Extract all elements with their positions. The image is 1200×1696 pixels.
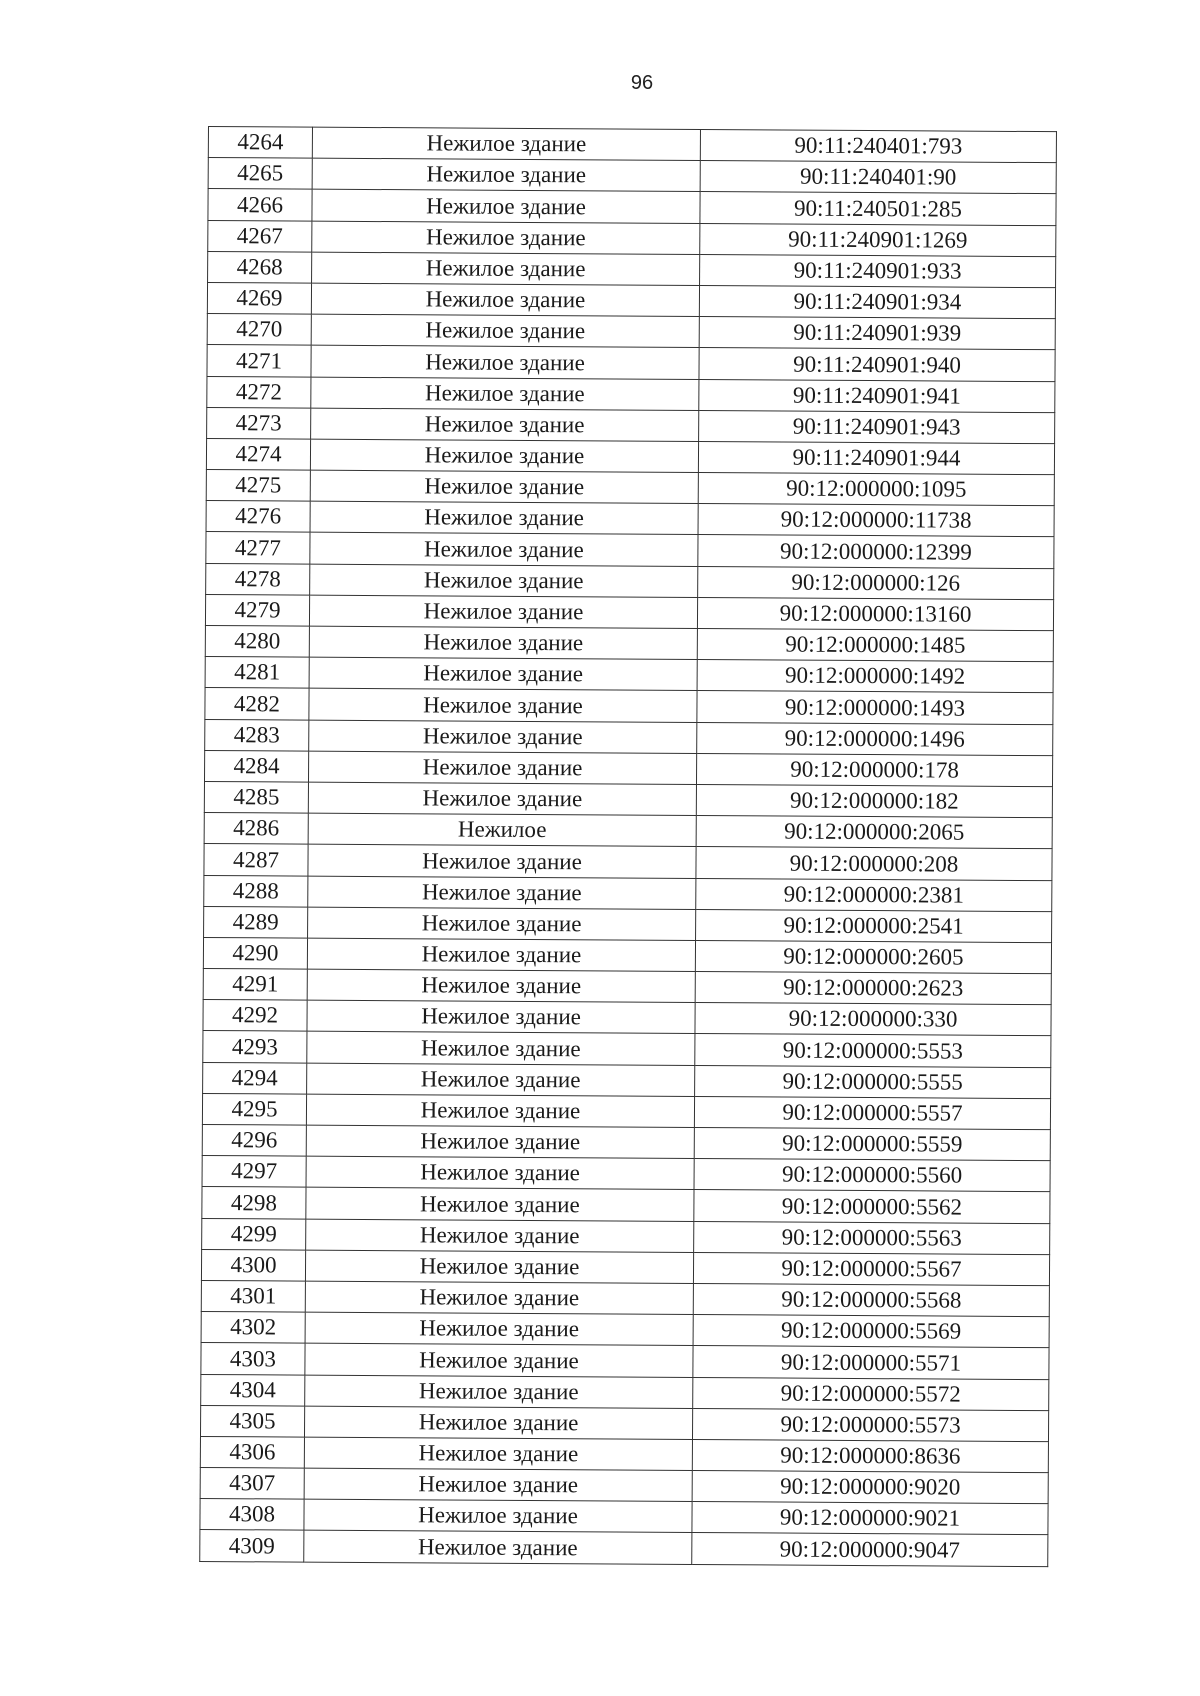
table-row [203, 969, 1051, 1005]
cadastral-number-cell: 90:11:240901:940 [699, 348, 1055, 381]
row-number-cell: 4300 [201, 1249, 305, 1281]
table-row [204, 750, 1052, 786]
table-row [200, 1499, 1048, 1535]
table-row [205, 719, 1053, 755]
table-row [206, 563, 1054, 599]
cadastral-number-cell: 90:12:000000:9020 [692, 1471, 1048, 1504]
row-number-cell: 4290 [203, 937, 307, 969]
row-number-cell: 4270 [207, 314, 311, 346]
table-row [201, 1343, 1049, 1379]
table-row [203, 937, 1051, 973]
cadastral-number-cell: 90:12:000000:9021 [692, 1502, 1048, 1535]
object-type-cell: Нежилое здание [305, 1375, 693, 1409]
object-type-cell: Нежилое здание [312, 221, 700, 255]
object-type-cell: Нежилое здание [305, 1312, 693, 1346]
object-type-cell: Нежилое здание [311, 345, 699, 379]
table-row [200, 1436, 1048, 1472]
object-type-cell: Нежилое здание [311, 314, 699, 348]
cadastral-number-cell: 90:12:000000:2381 [696, 878, 1052, 911]
table-row [208, 158, 1056, 194]
table-row [207, 376, 1055, 412]
table-row [203, 1031, 1051, 1067]
table-row [201, 1312, 1049, 1348]
object-type-cell: Нежилое здание [310, 470, 698, 504]
row-number-cell: 4283 [205, 719, 309, 751]
cadastral-number-cell: 90:11:240501:285 [700, 192, 1056, 225]
object-type-cell: Нежилое [308, 813, 696, 847]
object-type-cell: Нежилое здание [309, 595, 697, 629]
row-number-cell: 4305 [200, 1405, 304, 1437]
table-row [205, 594, 1053, 630]
table-row [207, 407, 1055, 443]
table-row [200, 1405, 1048, 1441]
object-type-cell: Нежилое здание [306, 1125, 694, 1159]
table-row [206, 438, 1054, 474]
object-type-cell: Нежилое здание [305, 1250, 693, 1284]
cadastral-number-cell: 90:12:000000:2605 [695, 940, 1051, 973]
cadastral-number-cell: 90:12:000000:208 [696, 847, 1052, 880]
row-number-cell: 4285 [204, 781, 308, 813]
row-number-cell: 4265 [208, 158, 312, 190]
object-type-cell: Нежилое здание [308, 876, 696, 910]
row-number-cell: 4268 [208, 251, 312, 283]
table-row [202, 1187, 1050, 1223]
row-number-cell: 4276 [206, 501, 310, 533]
table-row [204, 844, 1052, 880]
cadastral-number-cell: 90:12:000000:1496 [697, 722, 1053, 755]
table-row [202, 1124, 1050, 1160]
cadastral-number-cell: 90:12:000000:178 [696, 753, 1052, 786]
cadastral-number-cell: 90:11:240901:1269 [700, 223, 1056, 256]
object-type-cell: Нежилое здание [311, 283, 699, 317]
row-number-cell: 4267 [208, 220, 312, 252]
object-type-cell: Нежилое здание [306, 1156, 694, 1190]
cadastral-number-cell: 90:12:000000:5553 [695, 1034, 1051, 1067]
object-type-cell: Нежилое здание [310, 533, 698, 567]
object-type-cell: Нежилое здание [309, 626, 697, 660]
table-row [204, 781, 1052, 817]
cadastral-number-cell: 90:12:000000:5571 [693, 1346, 1049, 1379]
table-row [203, 1062, 1051, 1098]
row-number-cell: 4294 [203, 1062, 307, 1094]
object-type-cell: Нежилое здание [307, 1032, 695, 1066]
table-row [207, 314, 1055, 350]
object-type-cell: Нежилое здание [307, 938, 695, 972]
cadastral-number-cell: 90:12:000000:12399 [698, 535, 1054, 568]
row-number-cell: 4309 [200, 1530, 304, 1562]
cadastral-number-cell: 90:12:000000:11738 [698, 504, 1054, 537]
object-type-cell: Нежилое здание [311, 377, 699, 411]
cadastral-number-cell: 90:12:000000:2541 [696, 909, 1052, 942]
row-number-cell: 4272 [207, 376, 311, 408]
object-type-cell: Нежилое здание [304, 1437, 692, 1471]
cadastral-number-cell: 90:12:000000:1492 [697, 660, 1053, 693]
cadastral-number-cell: 90:12:000000:5567 [693, 1252, 1049, 1285]
registry-table-body [200, 127, 1057, 1567]
row-number-cell: 4281 [205, 657, 309, 689]
row-number-cell: 4264 [208, 127, 312, 159]
cadastral-number-cell: 90:11:240901:933 [700, 254, 1056, 287]
registry-table [199, 126, 1057, 1567]
table-row [204, 813, 1052, 849]
cadastral-number-cell: 90:12:000000:5562 [694, 1190, 1050, 1223]
row-number-cell: 4292 [203, 1000, 307, 1032]
table-row [204, 906, 1052, 942]
table-row [202, 1093, 1050, 1129]
table-row [205, 688, 1053, 724]
object-type-cell: Нежилое здание [309, 689, 697, 723]
cadastral-number-cell: 90:12:000000:126 [698, 566, 1054, 599]
cadastral-number-cell: 90:11:240401:90 [700, 161, 1056, 194]
object-type-cell: Нежилое здание [310, 439, 698, 473]
row-number-cell: 4286 [204, 813, 308, 845]
table-row [201, 1374, 1049, 1410]
row-number-cell: 4308 [200, 1499, 304, 1531]
table-row [206, 501, 1054, 537]
object-type-cell: Нежилое здание [307, 1000, 695, 1034]
row-number-cell: 4269 [207, 282, 311, 314]
object-type-cell: Нежилое здание [309, 657, 697, 691]
row-number-cell: 4278 [206, 563, 310, 595]
row-number-cell: 4299 [202, 1218, 306, 1250]
row-number-cell: 4279 [205, 594, 309, 626]
cadastral-number-cell: 90:12:000000:1493 [697, 691, 1053, 724]
row-number-cell: 4295 [202, 1093, 306, 1125]
cadastral-number-cell: 90:12:000000:5555 [695, 1065, 1051, 1098]
row-number-cell: 4271 [207, 345, 311, 377]
table-row [207, 282, 1055, 318]
row-number-cell: 4291 [203, 969, 307, 1001]
cadastral-number-cell: 90:12:000000:5557 [694, 1096, 1050, 1129]
cadastral-number-cell: 90:12:000000:9047 [692, 1533, 1048, 1566]
table-row [205, 657, 1053, 693]
row-number-cell: 4302 [201, 1312, 305, 1344]
object-type-cell: Нежилое здание [308, 751, 696, 785]
object-type-cell: Нежилое здание [309, 720, 697, 754]
table-row [203, 1000, 1051, 1036]
cadastral-number-cell: 90:12:000000:5569 [693, 1315, 1049, 1348]
table-row [200, 1530, 1048, 1566]
cadastral-number-cell: 90:12:000000:5559 [694, 1127, 1050, 1160]
table-row [208, 189, 1056, 225]
table-row [200, 1468, 1048, 1504]
row-number-cell: 4288 [204, 875, 308, 907]
table-row [208, 220, 1056, 256]
row-number-cell: 4280 [205, 625, 309, 657]
row-number-cell: 4301 [201, 1280, 305, 1312]
object-type-cell: Нежилое здание [312, 158, 700, 192]
cadastral-number-cell: 90:12:000000:182 [696, 784, 1052, 817]
cadastral-number-cell: 90:11:240901:939 [699, 317, 1055, 350]
cadastral-number-cell: 90:12:000000:1485 [697, 628, 1053, 661]
object-type-cell: Нежилое здание [307, 969, 695, 1003]
table-row [206, 532, 1054, 568]
row-number-cell: 4297 [202, 1156, 306, 1188]
table-row [202, 1156, 1050, 1192]
cadastral-number-cell: 90:12:000000:5560 [694, 1159, 1050, 1192]
object-type-cell: Нежилое здание [304, 1468, 692, 1502]
table-row [201, 1280, 1049, 1316]
cadastral-number-cell: 90:12:000000:2065 [696, 816, 1052, 849]
table-row [207, 345, 1055, 381]
cadastral-number-cell: 90:11:240401:793 [700, 130, 1056, 163]
cadastral-number-cell: 90:11:240901:944 [698, 441, 1054, 474]
cadastral-number-cell: 90:11:240901:934 [699, 285, 1055, 318]
object-type-cell: Нежилое здание [312, 252, 700, 286]
cadastral-number-cell: 90:12:000000:13160 [697, 597, 1053, 630]
cadastral-number-cell: 90:12:000000:2623 [695, 972, 1051, 1005]
object-type-cell: Нежилое здание [308, 782, 696, 816]
object-type-cell: Нежилое здание [308, 907, 696, 941]
row-number-cell: 4273 [207, 407, 311, 439]
cadastral-number-cell: 90:12:000000:1095 [698, 473, 1054, 506]
row-number-cell: 4289 [204, 906, 308, 938]
object-type-cell: Нежилое здание [304, 1531, 692, 1565]
object-type-cell: Нежилое здание [304, 1499, 692, 1533]
cadastral-number-cell: 90:11:240901:941 [699, 379, 1055, 412]
cadastral-number-cell: 90:12:000000:5568 [693, 1283, 1049, 1316]
row-number-cell: 4275 [206, 470, 310, 502]
row-number-cell: 4282 [205, 688, 309, 720]
table-row [206, 470, 1054, 506]
table-row [204, 875, 1052, 911]
row-number-cell: 4306 [200, 1436, 304, 1468]
table-row [202, 1218, 1050, 1254]
row-number-cell: 4293 [203, 1031, 307, 1063]
table-row [208, 127, 1056, 163]
page-number: 96 [630, 72, 654, 94]
cadastral-number-cell: 90:12:000000:5563 [694, 1221, 1050, 1254]
object-type-cell: Нежилое здание [310, 564, 698, 598]
row-number-cell: 4277 [206, 532, 310, 564]
object-type-cell: Нежилое здание [312, 190, 700, 224]
row-number-cell: 4303 [201, 1343, 305, 1375]
row-number-cell: 4287 [204, 844, 308, 876]
row-number-cell: 4304 [201, 1374, 305, 1406]
object-type-cell: Нежилое здание [305, 1343, 693, 1377]
row-number-cell: 4296 [202, 1124, 306, 1156]
row-number-cell: 4298 [202, 1187, 306, 1219]
object-type-cell: Нежилое здание [308, 844, 696, 878]
object-type-cell: Нежилое здание [307, 1063, 695, 1097]
row-number-cell: 4307 [200, 1468, 304, 1500]
table-row [201, 1249, 1049, 1285]
object-type-cell: Нежилое здание [306, 1219, 694, 1253]
cadastral-number-cell: 90:12:000000:330 [695, 1003, 1051, 1036]
row-number-cell: 4266 [208, 189, 312, 221]
cadastral-number-cell: 90:12:000000:5573 [692, 1408, 1048, 1441]
cadastral-number-cell: 90:12:000000:8636 [692, 1439, 1048, 1472]
table-row [208, 251, 1056, 287]
object-type-cell: Нежилое здание [312, 127, 700, 161]
object-type-cell: Нежилое здание [310, 501, 698, 535]
object-type-cell: Нежилое здание [306, 1094, 694, 1128]
cadastral-number-cell: 90:12:000000:5572 [693, 1377, 1049, 1410]
object-type-cell: Нежилое здание [305, 1281, 693, 1315]
row-number-cell: 4274 [206, 438, 310, 470]
cadastral-number-cell: 90:11:240901:943 [699, 410, 1055, 443]
table-row [205, 625, 1053, 661]
object-type-cell: Нежилое здание [311, 408, 699, 442]
row-number-cell: 4284 [204, 750, 308, 782]
object-type-cell: Нежилое здание [304, 1406, 692, 1440]
object-type-cell: Нежилое здание [306, 1187, 694, 1221]
